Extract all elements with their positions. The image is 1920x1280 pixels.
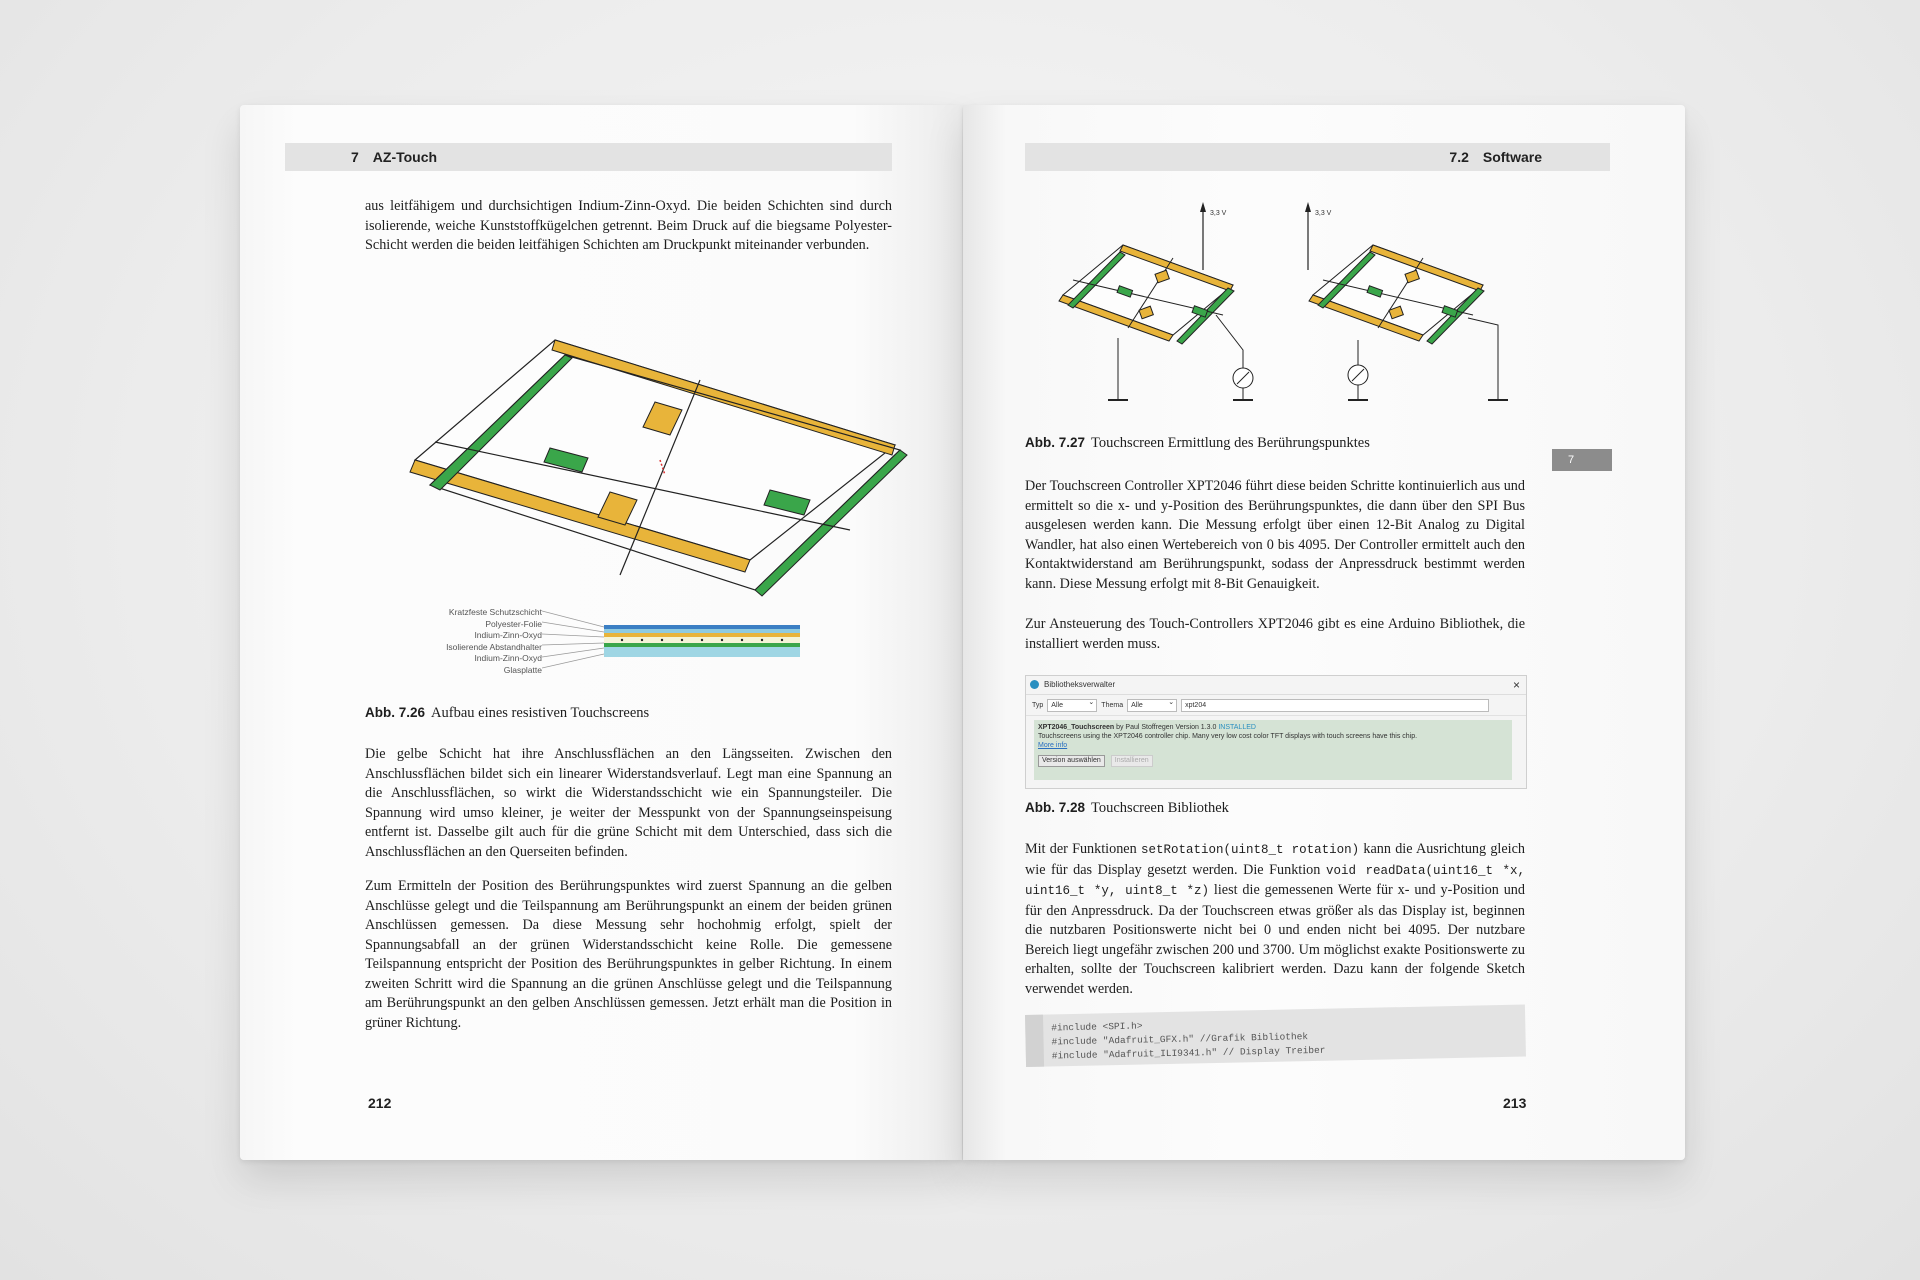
code-line: #include "Adafruit_ILI9341.h" // Display Treiber [1051,1044,1326,1062]
library-actions [1038,755,1508,767]
figure-caption [365,705,649,722]
more-info-link: More info [1038,742,1068,749]
type-label: Typ [1032,701,1044,709]
running-header [1025,143,1610,171]
voltage-label: 3,3 V [1315,210,1332,217]
left-page [240,105,962,1160]
paragraph-intro: aus leitfähigem und durchsichtigen Indium-Zinn-Oxyd. Die beiden Schichten sind durch isolierende, weiche Kunststoffkügelchen getrennt. Beim Druck auf die biegsame Polyester-Schicht werden die beiden leitfähigen Schichten am Druckpunkt miteinander verbunden. [365,198,892,253]
paragraph-controller: Der Touchscreen Controller XPT2046 führt diese beiden Schritte kontinuierlich aus und ermittelt so die x- und y-Position des Berührungspunktes, die dann über den SPI Bus ausgelesen werden kann. Die Messung erfolgt über einen 12-Bit Analog zu Digital Wandler, hat also einen Wertebereich von 0 bis 4095. Der Controller ermittelt auch den Kontaktwiderstand am Berührungspunkt, sodass der Anpressdruck bestimmt werden kann. Diese Messung erfolgt mit 8-Bit Genauigkeit. [1025,478,1525,592]
paragraph-layers: Die gelbe Schicht hat ihre Anschlussflächen an den Längsseiten. Zwischen den Anschlussflächen bildet sich ein linearer Widerstandsverlauf. Legt man eine Spannung an die Anschlussflächen, so wirkt die Widerstandsschicht wie ein Spannungsteiler. Die Spannung wird umso kleiner, je weiter der Messpunkt von der Spannungseinspeisung entfernt ist. Dasselbe gilt auch für die grüne Schicht mit dem Unterschied, dass sich die Anschlussflächen an den Querseiten befinden. [365,746,892,860]
paragraph-library: Zur Ansteuerung des Touch-Controllers XPT2046 gibt es eine Arduino Bibliothek, die installiert werden muss. [1025,616,1525,652]
close-icon: × [1512,678,1520,692]
code-line: #include "Adafruit_GFX.h" //Grafik Bibliothek [1051,1031,1309,1048]
library-manager-title: Bibliotheksverwalter [1044,680,1116,689]
line-number-gutter [1025,1015,1044,1067]
caption-number: Abb. 7.26 [365,705,426,720]
paragraph-functions [1025,840,1525,999]
running-header [285,143,892,171]
chapter-thumb-tab: 7 [1552,449,1612,471]
text-run: Mit der Funktionen [1025,841,1141,857]
page-number: 212 [368,1095,392,1111]
type-select: Alle ⌄ [1047,699,1097,712]
text-run: liest die gemessenen Werte für x- und y-Position und für den Anpressdruck. Da der Touchscreen etwas größer als das Display ist, beginnen die nutzbaren Positionswerte nicht bei 0 und enden nicht bei 4095. Der nutzbare Bereich liegt ungefähr zwischen 200 und 3700. Um möglichst exakte Positionswerte zu erhalten, sollte der Touchscreen kalibriert werden. Dazu kann der folgende Sketch verwendet werden. [1025,882,1525,997]
layer-label: Glasplatte [503,664,542,675]
measurement-diagram-b [1305,202,1508,400]
paragraph-measurement: Zum Ermitteln der Position des Berührungspunktes wird zuerst Spannung an die gelben Anschlüsse gelegt und die Teilspannung am Berührungspunkt an einem der beiden grünen Anschlüssen gemessen. Da diese Messung sehr hochohmig erfolgt, spielt der Spannungsabfall an der grünen Widerstandsschicht keine Rolle. Die gemessene Teilspannung entspricht der Position des Berührungspunktes in gelber Richtung. In einem zweiten Schritt wird die Spannung an die grünen Anschlüsse gelegt und die Teilspannung am Berührungspunkt an den gelben Anschlüssen gemessen. Jetzt erhält man die Position in grüner Richtung. [365,878,892,1031]
arduino-icon [1030,680,1039,689]
code-listing [1025,1005,1526,1067]
touch-measurement-illustration [1048,200,1508,430]
topic-select: Alle ⌄ [1127,699,1177,712]
layer-cross-section [542,607,802,679]
layer-legend [370,607,542,676]
section-number: 7.2 [1449,149,1469,165]
library-entry [1034,720,1512,780]
caption-number: Abb. 7.27 [1025,435,1086,450]
layer-label: Polyester-Folie [485,618,542,629]
library-manager-titlebar [1026,676,1526,695]
section-title: Software [1482,149,1542,165]
measurement-diagram-a [1059,202,1253,400]
library-search-field: xpt204 [1181,699,1489,712]
caption-text: Touchscreen Bibliothek [1091,800,1229,816]
caption-text: Aufbau eines resistiven Touchscreens [431,705,650,721]
layer-label: Isolierende Abstandhalter [446,641,542,652]
code-read-data: void readData(uint16_t *x, uint16_t *y, uint8_t *z) [1025,863,1525,898]
library-filter-bar [1026,695,1526,716]
text-run: kann die Ausrichtung gleich wie für das Display gesetzt werden. Die Funktion [1025,841,1525,878]
library-description: Touchscreens using the XPT2046 controller chip. Many very low cost color TFT displays with touch screens have this chip. [1038,733,1418,740]
install-button: Installieren [1111,755,1153,767]
chapter-title: AZ-Touch [372,149,438,165]
chapter-number: 7 [351,149,359,165]
library-manager-screenshot [1025,675,1527,789]
right-page [963,105,1685,1160]
installed-badge: INSTALLED [1218,724,1256,731]
topic-label: Thema [1101,701,1124,709]
voltage-label: 3,3 V [1210,210,1227,217]
code-set-rotation: setRotation(uint8_t rotation) [1140,843,1360,857]
version-select: Version auswählen [1038,755,1105,767]
library-author: by Paul Stoffregen Version 1.3.0 [1116,724,1217,731]
library-name: XPT2046_Touchscreen [1038,724,1115,731]
page-number: 213 [1503,1095,1527,1111]
layer-label: Indium-Zinn-Oxyd [474,653,542,663]
caption-text: Touchscreen Ermittlung des Berührungspunktes [1091,435,1370,451]
layer-label: Indium-Zinn-Oxyd [474,630,542,640]
layer-label: Kratzfeste Schutzschicht [448,607,542,617]
caption-number: Abb. 7.28 [1025,800,1086,815]
figure-caption [1025,800,1229,817]
figure-caption [1025,435,1370,452]
code-line: #include <SPI.h> [1051,1020,1143,1034]
